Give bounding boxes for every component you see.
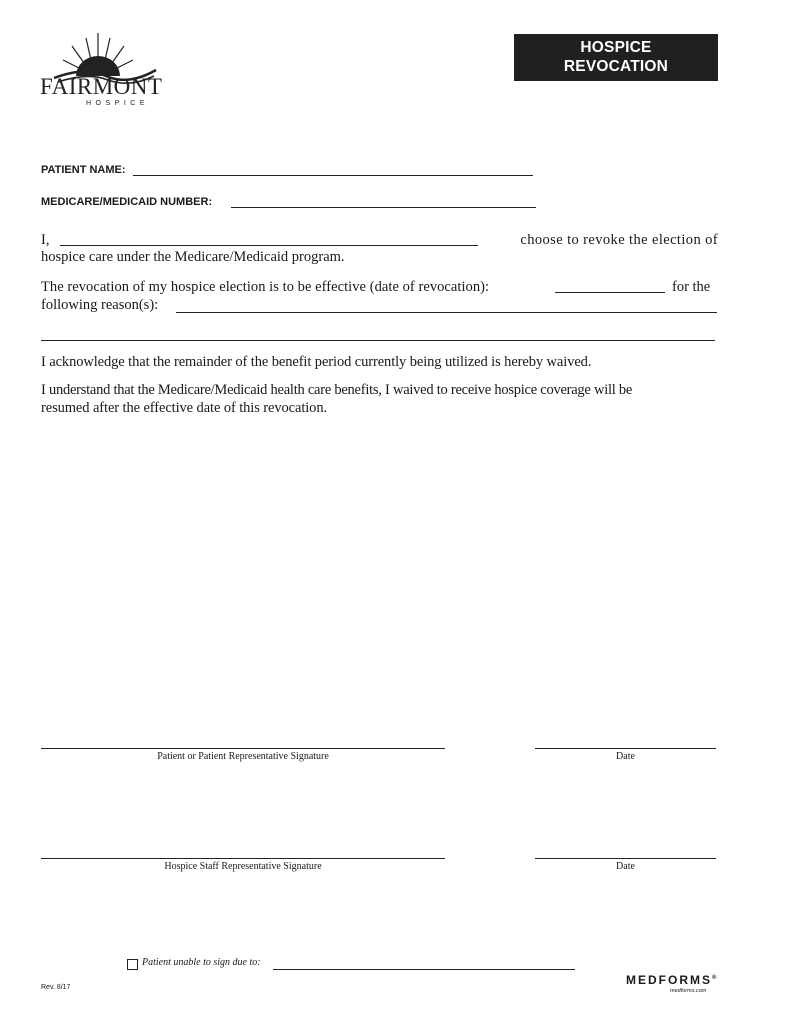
- patient-date-field[interactable]: [535, 748, 716, 749]
- program-text: hospice care under the Medicare/Medicaid program.: [41, 249, 345, 265]
- medicare-number-field[interactable]: [231, 207, 536, 208]
- acknowledge-statement: I acknowledge that the remainder of the benefit period currently being utilized is hereby waived.: [41, 354, 592, 370]
- staff-date-caption: Date: [616, 861, 635, 872]
- effective-date-text: The revocation of my hospice election is to be effective (date of revocation):: [41, 279, 490, 295]
- patient-date-caption: Date: [616, 751, 635, 762]
- medicare-number-label: MEDICARE/MEDICAID NUMBER:: [41, 196, 213, 208]
- medforms-brand: [626, 973, 716, 987]
- reasons-label: following reason(s):: [41, 297, 159, 313]
- form-title-box: [514, 34, 718, 81]
- unable-to-sign-label: Patient unable to sign due to:: [142, 957, 261, 968]
- for-the-text: for the: [672, 279, 711, 295]
- patient-signature-field[interactable]: [41, 748, 445, 749]
- understand-statement-line-1: I understand that the Medicare/Medicaid health care benefits, I waived to receive hospice coverage will be: [41, 382, 633, 398]
- revoker-name-field[interactable]: [60, 245, 478, 246]
- patient-name-field[interactable]: [133, 175, 533, 176]
- registered-mark: ®: [712, 975, 717, 981]
- title-line-2: REVOCATION: [563, 58, 669, 75]
- reasons-field-line-1[interactable]: [176, 312, 717, 313]
- logo-wordmark: FAIRMONT: [40, 74, 163, 99]
- unable-to-sign-reason-field[interactable]: [273, 969, 575, 970]
- unable-to-sign-checkbox[interactable]: [127, 959, 138, 970]
- staff-date-field[interactable]: [535, 858, 716, 859]
- understand-statement-line-2: resumed after the effective date of this revocation.: [41, 400, 328, 416]
- i-prefix: I,: [41, 232, 50, 248]
- staff-signature-field[interactable]: [41, 858, 445, 859]
- choose-text: choose to revoke the election of: [520, 232, 718, 248]
- staff-signature-caption: Hospice Staff Representative Signature: [164, 861, 322, 872]
- patient-name-label: PATIENT NAME:: [41, 164, 126, 176]
- reasons-field-line-2[interactable]: [41, 340, 715, 341]
- revocation-date-field[interactable]: [555, 292, 665, 293]
- revision-label: Rev. 8/17: [41, 984, 71, 991]
- medforms-brand-text: MEDFORMS: [626, 973, 712, 987]
- patient-signature-caption: Patient or Patient Representative Signature: [157, 751, 329, 762]
- logo-subtitle: HOSPICE: [86, 100, 150, 107]
- medforms-url: medforms.com: [670, 988, 707, 994]
- title-line-1: HOSPICE: [580, 39, 652, 56]
